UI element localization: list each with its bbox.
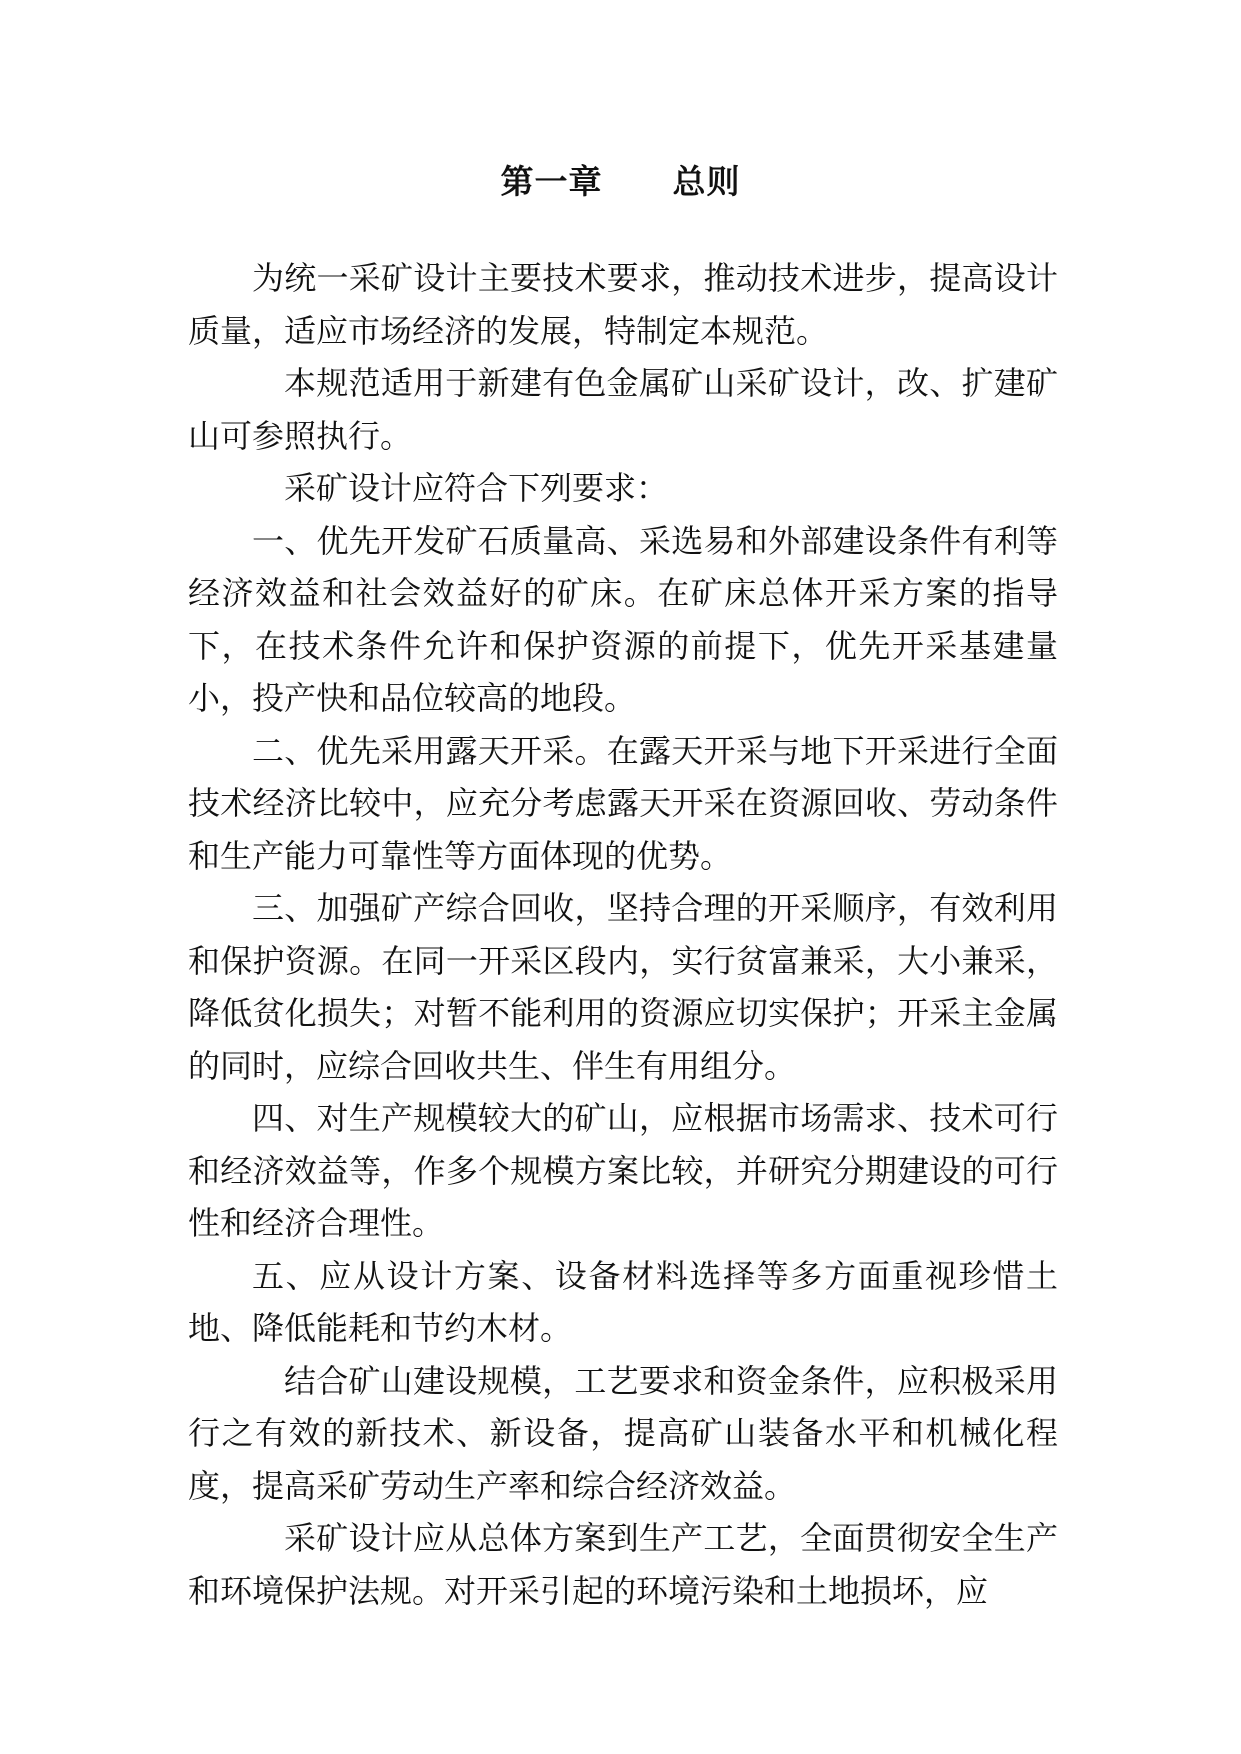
paragraph-requirement-4: 四、对生产规模较大的矿山，应根据市场需求、技术可行和经济效益等，作多个规模方案比较，并研究分期建设的可行性和经济合理性。 xyxy=(188,1099,1058,1242)
paragraph-requirement-2: 二、优先采用露天开采。在露天开采与地下开采进行全面技术经济比较中，应充分考虑露天开采在资源回收、劳动条件和生产能力可靠性等方面体现的优势。 xyxy=(188,731,1058,875)
paragraph-requirements-intro: 采矿设计应符合下列要求： xyxy=(284,469,669,507)
chapter-title xyxy=(0,160,1241,204)
paragraph-requirement-3: 三、加强矿产综合回收，坚持合理的开采顺序，有效利用和保护资源。在同一开采区段内，实行贫富兼采，大小兼采，降低贫化损失；对暂不能利用的资源应切实保护；开采主金属的同时，应综合回收共生、伴生有用组分。 xyxy=(188,889,1058,1085)
chapter-number: 第一章 xyxy=(500,162,603,201)
chapter-name: 总则 xyxy=(672,162,741,201)
paragraph-safety-environment: 采矿设计应从总体方案到生产工艺，全面贯彻安全生产和环境保护法规。对开采引起的环境污染和土地损坏，应 xyxy=(188,1519,1058,1610)
paragraph-requirement-1: 一、优先开发矿石质量高、采选易和外部建设条件有利等经济效益和社会效益好的矿床。在矿床总体开采方案的指导下，在技术条件允许和保护资源的前提下，优先开采基建量小，投产快和品位较高的地段。 xyxy=(188,521,1058,717)
paragraph-requirement-5: 五、应从设计方案、设备材料选择等多方面重视珍惜土地、降低能耗和节约木材。 xyxy=(188,1256,1058,1347)
paragraph-purpose: 为统一采矿设计主要技术要求，推动技术进步，提高设计质量，适应市场经济的发展，特制定本规范。 xyxy=(188,259,1058,350)
document-body xyxy=(188,252,1058,1617)
paragraph-new-technology: 结合矿山建设规模，工艺要求和资金条件，应积极采用行之有效的新技术、新设备，提高矿山装备水平和机械化程度，提高采矿劳动生产率和综合经济效益。 xyxy=(188,1361,1058,1505)
paragraph-scope: 本规范适用于新建有色金属矿山采矿设计，改、扩建矿山可参照执行。 xyxy=(188,364,1058,455)
